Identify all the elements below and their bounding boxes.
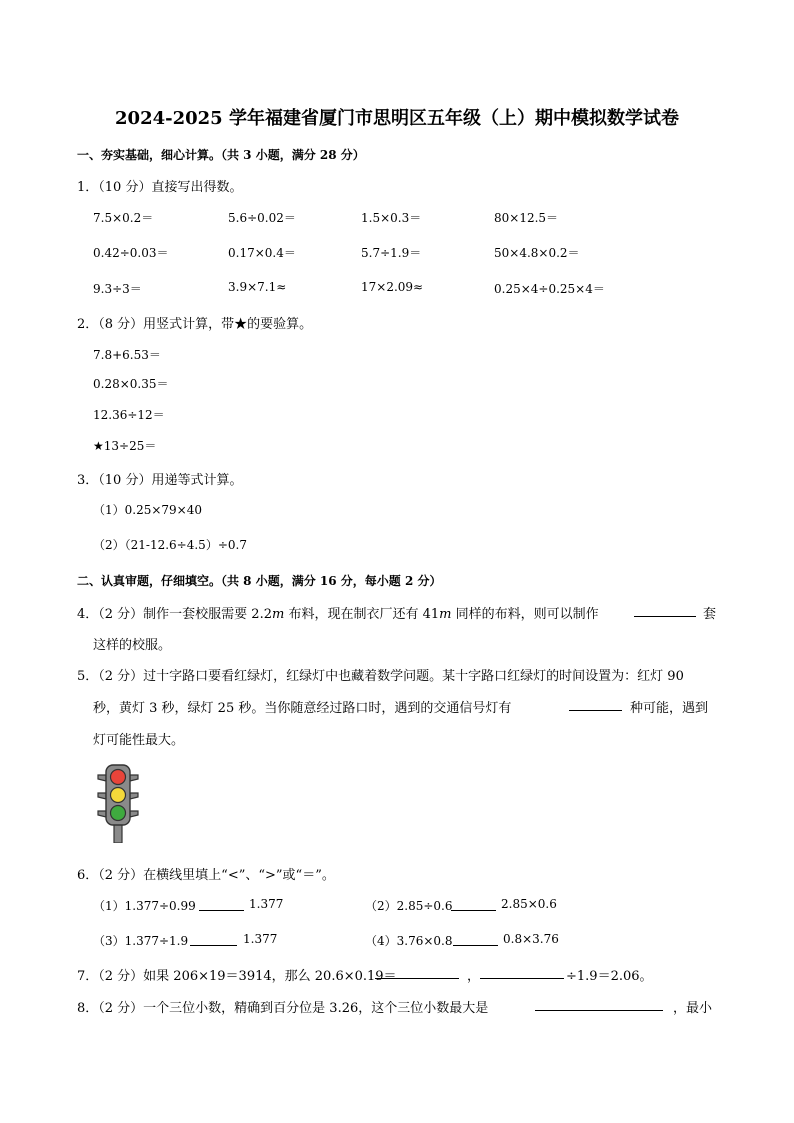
traffic-light-image: [96, 761, 140, 843]
q5-answer-blank-1[interactable]: [569, 698, 622, 711]
q6-item-right: 0.8×3.76: [503, 932, 559, 946]
q2-item: 7.8+6.53＝: [93, 348, 161, 362]
q2-item: 12.36÷12＝: [93, 408, 165, 422]
q4-line1: [77, 603, 599, 622]
q6-item-left: （1）1.377÷0.99: [93, 899, 196, 913]
traffic-light-visor-left: [98, 775, 106, 817]
q6-stem: 6．（2 分）在横线里填上“<”、“>”或“＝”。: [77, 868, 335, 883]
q8-text-tail: ，最小: [673, 1001, 713, 1016]
q4-text: 同样的布料，则可以制作: [451, 607, 599, 622]
q7-text-tail: ÷1.9＝2.06。: [566, 969, 653, 984]
q4-answer-blank[interactable]: [634, 604, 696, 617]
q1-cell: 0.25×4÷0.25×4＝: [494, 282, 605, 296]
q6-item-left: （3）1.377÷1.9: [93, 934, 189, 948]
green-light: [111, 806, 126, 821]
q6-item-right: 1.377: [249, 897, 284, 911]
q1-cell: 5.7÷1.9＝: [361, 246, 422, 260]
traffic-light-pole: [114, 823, 122, 843]
q1-cell: 17×2.09≈: [361, 280, 424, 294]
q6-item-left: （4）3.76×0.8: [365, 934, 453, 948]
q1-stem: 1．（10 分）直接写出得数。: [77, 180, 243, 195]
traffic-light-visor-right: [130, 775, 138, 817]
section-heading-2: 二、认真审题，仔细填空。（共 8 小题，满分 16 分，每小题 2 分）: [77, 574, 442, 588]
q6-item-right: 2.85×0.6: [501, 897, 557, 911]
q3-item: （1）0.25×79×40: [93, 503, 203, 517]
q1-cell: 9.3÷3＝: [93, 282, 142, 296]
q3-stem: 3．（10 分）用递等式计算。: [77, 473, 243, 488]
q8-text: 8．（2 分）一个三位小数，精确到百分位是 3.26，这个三位小数最大是: [77, 1001, 489, 1016]
q4-unit: m: [271, 607, 285, 622]
q6-answer-blank[interactable]: [453, 933, 498, 946]
q6-answer-blank[interactable]: [190, 933, 237, 946]
q1-cell: 3.9×7.1≈: [228, 280, 287, 294]
q4-text: 套: [703, 607, 717, 622]
q7-comma: ，: [467, 969, 481, 984]
q1-cell: 5.6÷0.02＝: [228, 211, 296, 225]
q1-cell: 50×4.8×0.2＝: [494, 246, 580, 260]
q6-answer-blank[interactable]: [451, 898, 496, 911]
q2-item: ★13÷25＝: [93, 439, 157, 453]
q4-text: 4．（2 分）制作一套校服需要 2.2: [77, 607, 272, 622]
q1-cell: 80×12.5＝: [494, 211, 559, 225]
q4-unit: m: [439, 607, 452, 622]
page-title: 2024-2025 学年福建省厦门市思明区五年级（上）期中模拟数学试卷: [115, 108, 679, 129]
red-light: [111, 770, 126, 785]
section-heading-1: 一、夯实基础，细心计算。（共 3 小题，满分 28 分）: [77, 148, 365, 162]
q3-item: （2）（21-12.6÷4.5）÷0.7: [93, 538, 247, 552]
q6-item-right: 1.377: [243, 932, 278, 946]
q1-cell: 0.17×0.4＝: [228, 246, 296, 260]
q1-cell: 0.42÷0.03＝: [93, 246, 169, 260]
q6-answer-blank[interactable]: [199, 898, 244, 911]
q4-line2: 这样的校服。: [93, 638, 172, 653]
q4-text: 布料，现在制衣厂还有 41: [284, 607, 440, 622]
q6-item-left: （2）2.85÷0.6: [365, 899, 453, 913]
q5-line3: 灯可能性最大。: [93, 733, 185, 748]
yellow-light: [111, 788, 126, 803]
q8-answer-blank[interactable]: [535, 998, 663, 1011]
q2-item: 0.28×0.35＝: [93, 377, 169, 391]
q5-line2: 秒，黄灯 3 秒，绿灯 25 秒。当你随意经过路口时，遇到的交通信号灯有: [93, 701, 512, 716]
q7-answer-blank-1[interactable]: [375, 966, 459, 979]
q1-cell: 7.5×0.2＝: [93, 211, 154, 225]
q7-text: 7．（2 分）如果 206×19＝3914，那么 20.6×0.19＝: [77, 969, 397, 984]
q2-stem: 2．（8 分）用竖式计算，带★的要验算。: [77, 317, 313, 332]
q7-answer-blank-2[interactable]: [480, 966, 564, 979]
q1-cell: 1.5×0.3＝: [361, 211, 422, 225]
q5-line1: 5．（2 分）过十字路口要看红绿灯，红绿灯中也藏着数学问题。某十字路口红绿灯的时间设置为：红灯 90: [77, 669, 684, 684]
q5-line2-tail: 种可能，遇到: [630, 701, 709, 716]
